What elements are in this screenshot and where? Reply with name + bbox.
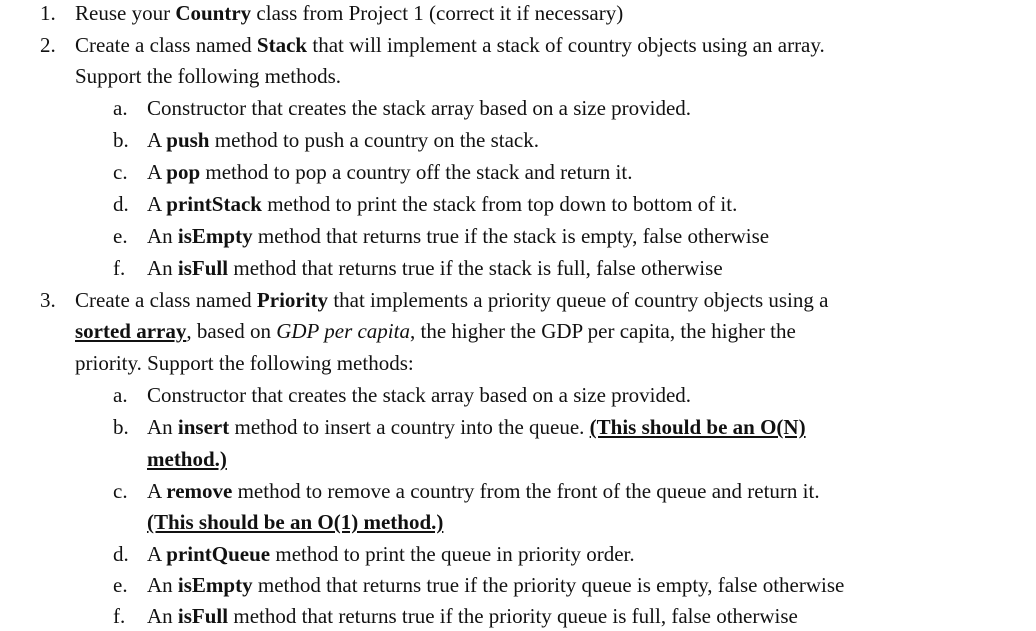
text-run: method to print the stack from top down to bottom of it.	[261, 192, 738, 216]
method-name: isEmpty	[177, 224, 253, 248]
method-name: push	[166, 128, 210, 152]
sub-letter: e.	[113, 573, 128, 597]
sub-letter: a.	[113, 383, 128, 407]
sub-letter: f.	[113, 604, 126, 628]
method-name: remove	[166, 479, 233, 503]
text-run: method to print the queue in priority order.	[270, 542, 635, 566]
complexity-note: method.)	[147, 447, 227, 471]
text-run: Create a class named	[75, 33, 257, 57]
priority-sub-b	[147, 414, 806, 440]
method-name: printQueue	[166, 542, 271, 566]
text-run: Reuse your	[75, 1, 176, 25]
item-3-line-3	[75, 350, 414, 376]
priority-sub-d	[147, 541, 635, 567]
stack-sub-c	[147, 159, 632, 185]
text-run: An	[147, 224, 178, 248]
item-number: 2.	[40, 33, 56, 57]
stack-sub-f	[147, 255, 723, 281]
text-run: that will implement a stack of country objects using an array.	[307, 33, 825, 57]
text-run: method to remove a country from the front of the queue and return it.	[232, 479, 820, 503]
sub-letter: c.	[113, 479, 128, 503]
class-name-priority: Priority	[256, 288, 329, 312]
complexity-note: (This should be an O(N)	[589, 415, 806, 439]
text-run: Constructor that creates the stack array based on a size provided.	[147, 383, 692, 407]
emphasis-sorted-array: sorted array	[75, 319, 187, 343]
text-run: , the higher the GDP per capita, the higher the	[409, 319, 796, 343]
priority-sub-c-cont	[147, 509, 443, 535]
text-run: A	[147, 479, 167, 503]
item-2-line-1	[75, 32, 825, 58]
text-run: An	[147, 256, 178, 280]
text-run: A	[147, 192, 167, 216]
text-run: method to pop a country off the stack and return it.	[200, 160, 633, 184]
class-name-country: Country	[175, 1, 252, 25]
text-run: class from Project 1 (correct it if necessary)	[251, 1, 624, 25]
item-3-line-2	[75, 318, 796, 344]
text-run: Create a class named	[75, 288, 257, 312]
text-run: method that returns true if the priority queue is empty, false otherwise	[252, 573, 845, 597]
item-number: 1.	[40, 1, 56, 25]
text-run: A	[147, 542, 167, 566]
text-run: Constructor that creates the stack array based on a size provided.	[147, 96, 692, 120]
text-run: An	[147, 604, 178, 628]
text-run: , based on	[186, 319, 277, 343]
sub-letter: f.	[113, 256, 126, 280]
text-run: A	[147, 128, 167, 152]
item-3-line-1	[75, 287, 828, 313]
sub-letter: d.	[113, 542, 129, 566]
sub-letter: a.	[113, 96, 128, 120]
stack-sub-b	[147, 127, 539, 153]
text-run: method to insert a country into the queue.	[229, 415, 590, 439]
method-name: insert	[177, 415, 230, 439]
complexity-note: (This should be an O(1) method.)	[147, 510, 444, 534]
text-run: An	[147, 573, 178, 597]
class-name-stack: Stack	[256, 33, 308, 57]
item-number: 3.	[40, 288, 56, 312]
text-run: Support the following methods.	[75, 64, 341, 88]
method-name: printStack	[166, 192, 262, 216]
priority-sub-a	[147, 382, 691, 408]
priority-sub-b-cont	[147, 446, 227, 472]
text-run: that implements a priority queue of country objects using a	[328, 288, 829, 312]
text-run: An	[147, 415, 178, 439]
text-run: method that returns true if the priority queue is full, false otherwise	[228, 604, 798, 628]
sub-letter: d.	[113, 192, 129, 216]
sub-letter: e.	[113, 224, 128, 248]
stack-sub-a	[147, 95, 691, 121]
priority-sub-e	[147, 572, 844, 598]
text-run: method to push a country on the stack.	[209, 128, 540, 152]
item-2-line-2	[75, 63, 341, 89]
priority-sub-f	[147, 603, 798, 629]
sub-letter: b.	[113, 128, 129, 152]
text-run: A	[147, 160, 167, 184]
text-run: priority. Support the following methods:	[75, 351, 414, 375]
item-1-line	[75, 0, 623, 26]
sub-letter: c.	[113, 160, 128, 184]
priority-sub-c	[147, 478, 820, 504]
text-run: method that returns true if the stack is empty, false otherwise	[252, 224, 770, 248]
text-run: method that returns true if the stack is full, false otherwise	[228, 256, 723, 280]
method-name: isFull	[177, 604, 229, 628]
stack-sub-e	[147, 223, 769, 249]
method-name: isEmpty	[177, 573, 253, 597]
method-name: pop	[166, 160, 201, 184]
sub-letter: b.	[113, 415, 129, 439]
method-name: isFull	[177, 256, 229, 280]
stack-sub-d	[147, 191, 737, 217]
emphasis-gdp: GDP per capita	[276, 319, 410, 343]
